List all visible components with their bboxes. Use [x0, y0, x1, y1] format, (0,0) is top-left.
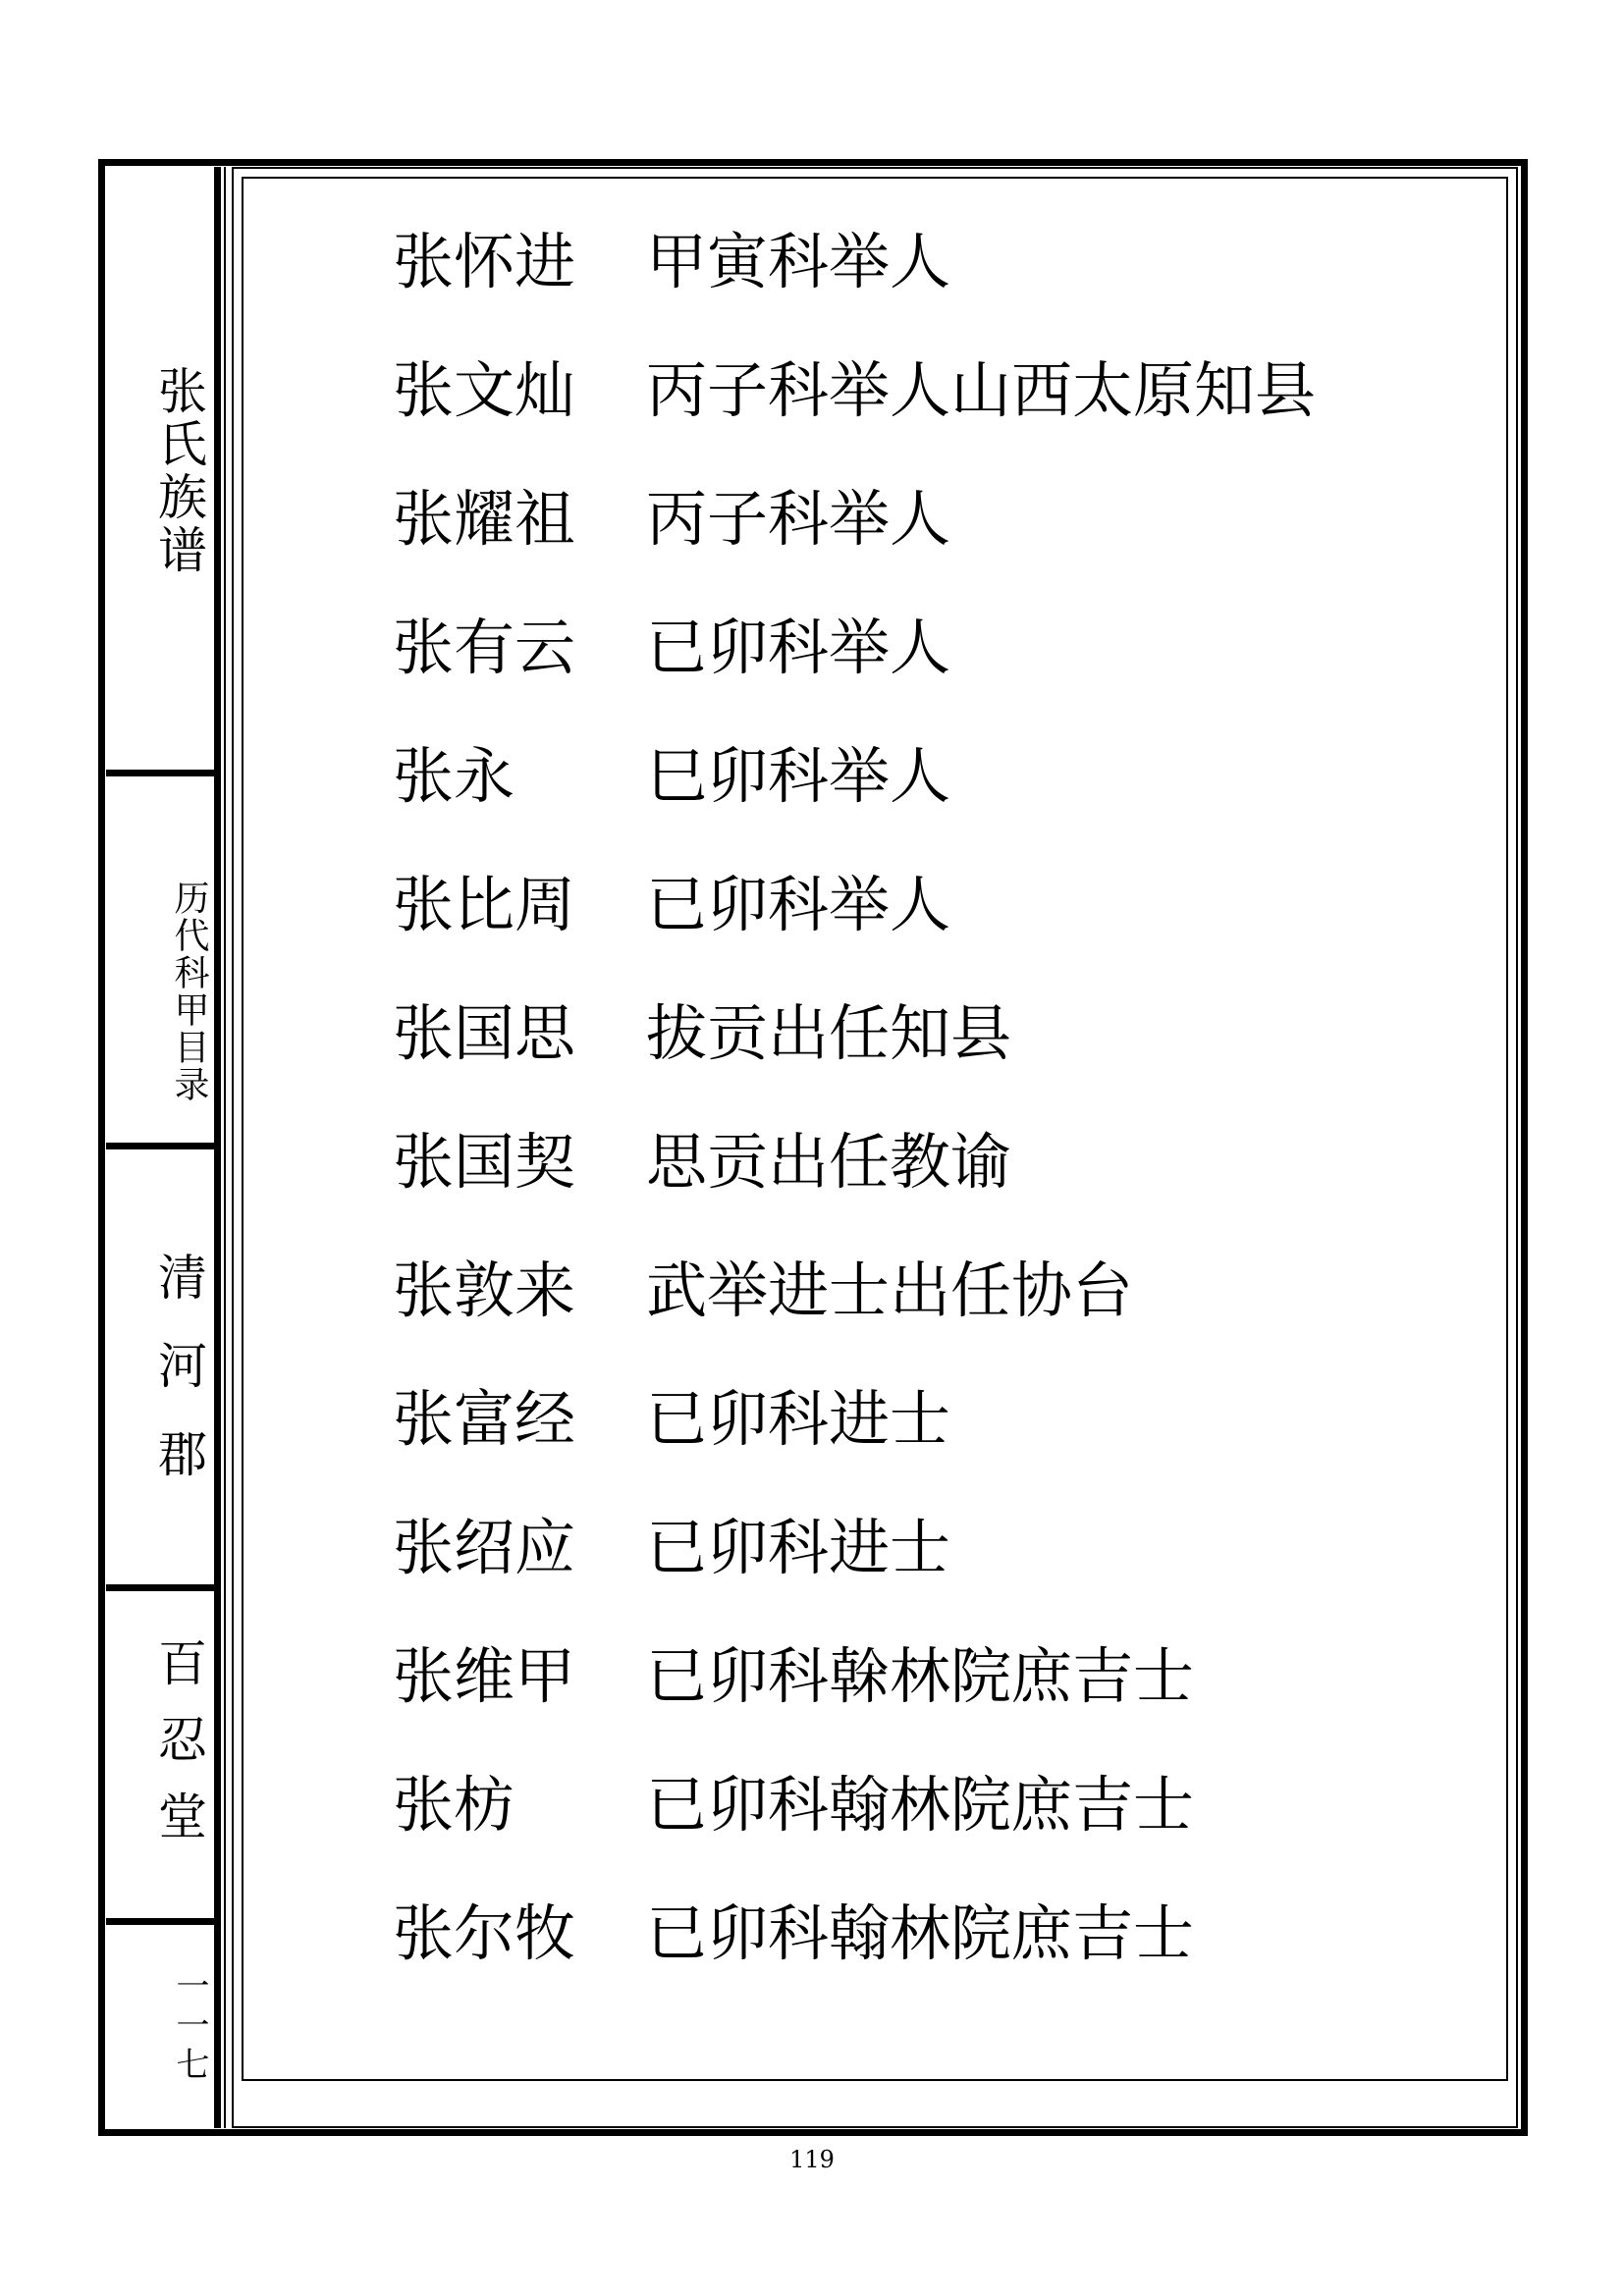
- spine-folio: 一一七: [170, 1968, 209, 2086]
- entry-desc: 已卯科榦林院庶吉士: [646, 1640, 1195, 1712]
- spine-separator: [106, 1143, 220, 1149]
- entry-desc: 丙子科举人: [646, 483, 951, 555]
- entry-desc: 甲寅科举人: [646, 226, 951, 297]
- spine-section: 历代科甲目录: [169, 880, 209, 1103]
- entry-desc: 巳卯科举人: [646, 740, 951, 812]
- entry-desc: 武举进士出任协台: [646, 1255, 1134, 1326]
- entry-desc: 已卯科翰林院庶吉士: [646, 1897, 1195, 1969]
- entry-name: 张比周: [393, 869, 576, 940]
- spine-separator: [106, 1584, 220, 1591]
- spine-hall: 百忍堂: [150, 1637, 207, 1867]
- entry-desc: 已卯科翰林院庶吉士: [646, 1769, 1195, 1841]
- entry-desc: 已卯科进士: [646, 1512, 951, 1583]
- entry-name: 张文灿: [393, 354, 576, 426]
- entry-name: 张怀进: [393, 226, 576, 297]
- entry-name: 张国思: [393, 997, 576, 1069]
- spine-divider-rule-thin: [224, 167, 226, 2128]
- entry-name: 张耀祖: [393, 483, 576, 555]
- entry-name: 张敦来: [393, 1255, 576, 1326]
- entry-desc: 已卯科举人: [646, 869, 951, 940]
- entry-desc: 拔贡出任知县: [646, 997, 1012, 1069]
- entry-name: 张维甲: [393, 1640, 576, 1712]
- entry-name: 张枋: [393, 1769, 515, 1841]
- entry-name: 张国契: [393, 1126, 576, 1198]
- entry-desc: 已卯科举人: [646, 612, 951, 683]
- page-number: 119: [789, 2146, 835, 2173]
- spine-title: 张氏族谱: [150, 365, 207, 577]
- entry-name: 张有云: [393, 612, 576, 683]
- entry-name: 张绍应: [393, 1512, 576, 1583]
- entry-name: 张富经: [393, 1383, 576, 1455]
- spine-place: 清河郡: [150, 1252, 207, 1517]
- spine-separator: [106, 1918, 220, 1925]
- entry-desc: 已卯科进士: [646, 1383, 951, 1455]
- entry-name: 张尔牧: [393, 1897, 576, 1969]
- spine-separator: [106, 770, 220, 776]
- entry-name: 张永: [393, 740, 515, 812]
- entry-desc: 思贡出任教谕: [646, 1126, 1012, 1198]
- entry-desc: 丙子科举人山西太原知县: [646, 354, 1317, 426]
